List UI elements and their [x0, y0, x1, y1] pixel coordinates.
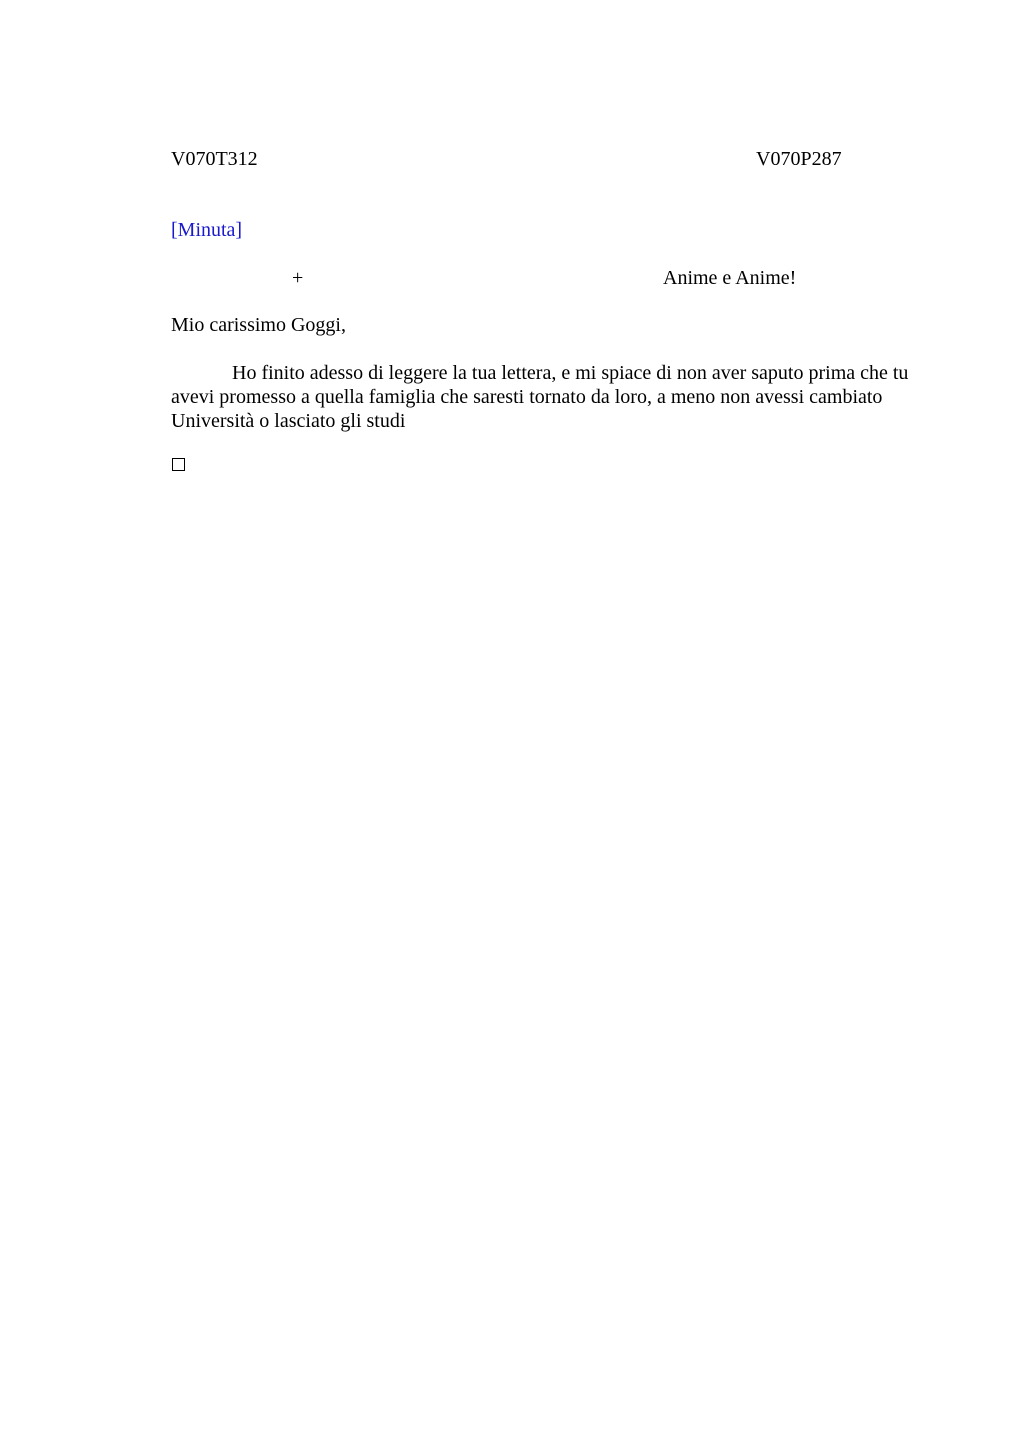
cross-symbol: + [292, 267, 304, 289]
motto-text: Anime e Anime! [663, 267, 797, 289]
salutation: Mio carissimo Goggi, [171, 314, 346, 336]
letter-paragraph: Ho finito adesso di leggere la tua lettera, e mi spiace di non aver saputo prima che tu avevi promesso a quella famiglia che saresti tornato da loro, a meno non avessi cambiato Università o lasciato gli studi [171, 362, 909, 432]
document-code-left: V070T312 [171, 148, 258, 170]
document-code-right: V070P287 [756, 148, 842, 170]
minuta-label: [Minuta] [171, 219, 243, 241]
empty-square-icon [172, 458, 185, 471]
